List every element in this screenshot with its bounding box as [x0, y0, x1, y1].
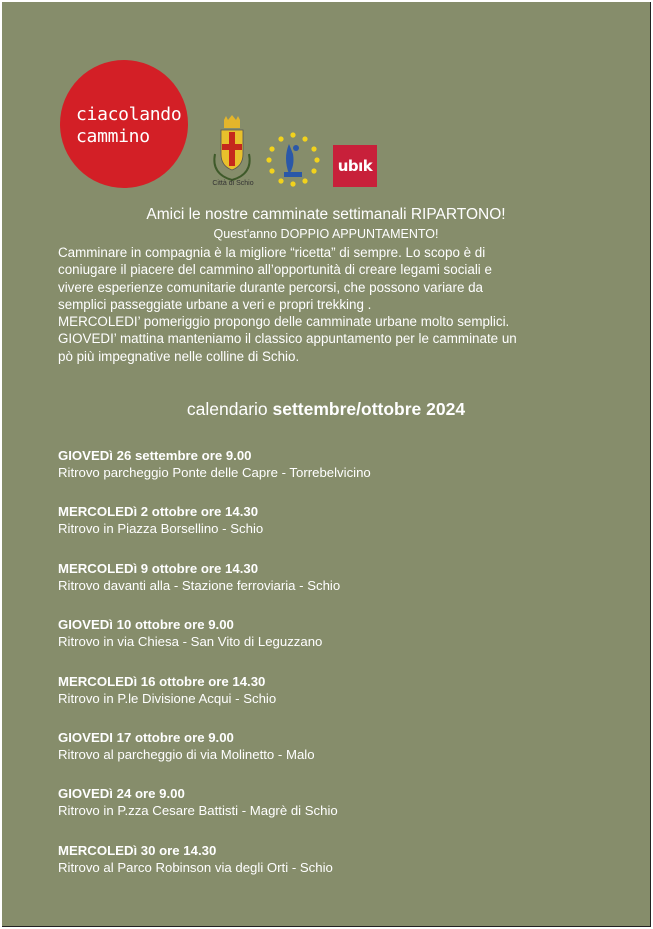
event-place: Ritrovo al parcheggio di via Molinetto - Malo [58, 746, 315, 762]
event-date: MERCOLEDì 2 ottobre ore 14.30 [58, 504, 259, 520]
calendar-title-period: settembre/ottobre 2024 [272, 399, 466, 419]
event-date: GIOVEDì 10 ottobre ore 9.00 [58, 617, 234, 633]
event-item [58, 447, 618, 503]
flyer-page [2, 2, 651, 927]
crest-caption: Città di Schio [212, 180, 254, 187]
intro-line: GIOVEDI’ mattina manteniamo il classico appuntamento per le camminate un [58, 331, 517, 347]
intro-text [58, 244, 618, 365]
intro-line: pò più impegnative nelle colline di Schio. [58, 348, 300, 364]
event-place: Ritrovo in P.zza Cesare Battisti - Magrè di Schio [58, 803, 338, 819]
event-item [58, 616, 618, 672]
intro-line: Camminare in compagnia è la migliore “ricetta” di sempre. Lo scopo è di [58, 245, 486, 260]
event-date: MERCOLEDì 9 ottobre ore 14.30 [58, 560, 259, 576]
event-date: GIOVEDì 24 ore 9.00 [58, 786, 185, 802]
subheadline: Quest'anno DOPPIO APPUNTAMENTO! [213, 227, 439, 241]
intro-line: MERCOLEDI’ pomeriggio propongo delle camminate urbane molto semplici. [58, 314, 510, 330]
event-place: Ritrovo in P.le Divisione Acqui - Schio [58, 690, 277, 706]
events-list [58, 447, 618, 898]
event-item [58, 842, 618, 898]
logo-line-2: cammino [76, 126, 150, 147]
event-place: Ritrovo al Parco Robinson via degli Orti - Schio [58, 859, 333, 875]
event-place: Ritrovo davanti alla - Stazione ferroviaria - Schio [58, 577, 341, 593]
euro-stars-icon [265, 130, 321, 188]
event-item [58, 785, 618, 841]
intro-line: semplici passeggiate urbane a veri e propri trekking . [58, 296, 372, 312]
intro-line: coniugare il piacere del cammino all’opportunità di creare legami sociali e [58, 262, 492, 278]
calendar-title-prefix: calendario [186, 399, 273, 419]
event-date: MERCOLEDì 30 ore 14.30 [58, 842, 217, 858]
event-item [58, 503, 618, 559]
ciacolando-cammino-logo [60, 60, 188, 188]
logo-line-1: ciacolando [76, 104, 182, 125]
ubik-logo-text: ubık [337, 157, 373, 175]
headline: Amici le nostre camminate settimanali RIPARTONO! [146, 206, 506, 223]
event-item [58, 729, 618, 785]
event-date: MERCOLEDì 16 ottobre ore 14.30 [58, 673, 266, 689]
event-place: Ritrovo in Piazza Borsellino - Schio [58, 521, 264, 537]
ubik-logo [333, 145, 377, 187]
event-place: Ritrovo in via Chiesa - San Vito di Leguzzano [58, 634, 323, 650]
event-date: GIOVEDì 26 settembre ore 9.00 [58, 448, 252, 463]
event-item [58, 560, 618, 616]
event-item [58, 673, 618, 729]
event-date: GIOVEDI 17 ottobre ore 9.00 [58, 729, 234, 745]
calendar-title [2, 399, 650, 420]
intro-line: vivere esperienze comunitarie durante percorsi, che possono variare da [58, 279, 484, 295]
event-place: Ritrovo parcheggio Ponte delle Capre - Torrebelvicino [58, 465, 371, 480]
